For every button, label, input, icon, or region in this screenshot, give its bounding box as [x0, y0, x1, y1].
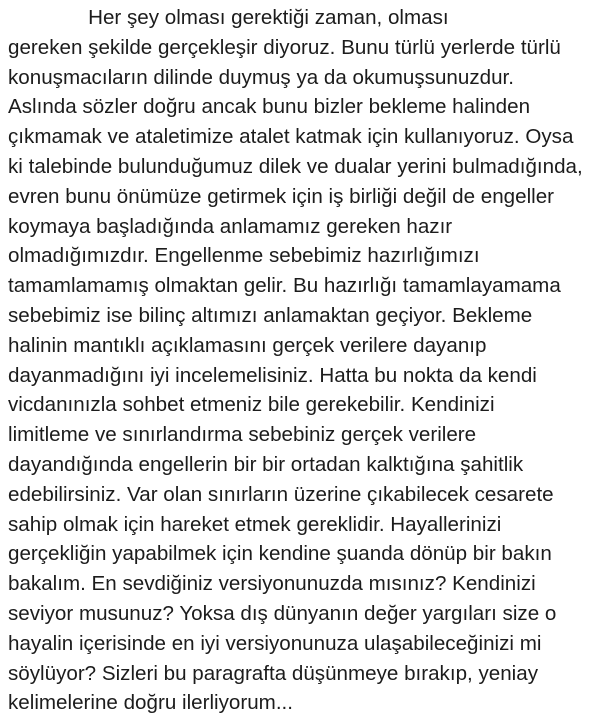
text-line: ki talebinde bulunduğumuz dilek ve dualar yerini bulmadığında, [8, 154, 583, 178]
text-line: evren bunu önümüze getirmek için iş birliği değil de engeller [8, 184, 555, 208]
text-line: tamamlamamış olmaktan gelir. Bu hazırlığı tamamlayamama [8, 274, 561, 298]
text-line: konuşmacıların dilinde duymuş ya da okumuşsunuzdur. [8, 65, 514, 89]
text-line: koymaya başladığında anlamamız gereken hazır [8, 214, 453, 238]
text-line: vicdanınızla sohbet etmeniz bile gerekebilir. Kendinizi [8, 393, 495, 417]
text-line: olmadığımızdır. Engellenme sebebimiz hazırlığımızı [8, 244, 480, 268]
text-line: sebebimiz ise bilinç altımızı anlamaktan geçiyor. Bekleme [8, 303, 533, 327]
text-line: edebilirsiniz. Var olan sınırların üzerine çıkabilecek cesarete [8, 482, 554, 506]
text-line: gereken şekilde gerçekleşir diyoruz. Bunu türlü yerlerde türlü [8, 35, 561, 59]
text-line: hayalin içerisinde en iyi versiyonunuza ulaşabileceğinizi mi [8, 631, 542, 655]
text-line: halinin mantıklı açıklamasını gerçek verilere dayanıp [8, 333, 487, 357]
text-line: gerçekliğin yapabilmek için kendine şuanda dönüp bir bakın [8, 542, 552, 566]
text-line: Aslında sözler doğru ancak bunu bizler bekleme halinden [8, 95, 531, 119]
text-line: dayanmadığını iyi incelemelisiniz. Hatta bu nokta da kendi [8, 363, 537, 387]
text-line: Her şey olması gerektiği zaman, olması [8, 6, 449, 29]
text-line: söylüyor? Sizleri bu paragrafta düşünmeye bırakıp, yeniay [8, 661, 538, 685]
text-line: çıkmamak ve ataletimize atalet katmak için kullanıyoruz. Oysa [8, 125, 574, 149]
text-line: seviyor musunuz? Yoksa dış dünyanın değer yargıları size o [8, 601, 557, 625]
text-line: kelimelerine doğru ilerliyorum... [8, 691, 293, 715]
text-line: bakalım. En sevdiğiniz versiyonunuzda mısınız? Kendinizi [8, 572, 536, 596]
text-line: limitleme ve sınırlandırma sebebiniz gerçek verilere [8, 423, 477, 447]
post-text-block [8, 3, 604, 718]
text-line: dayandığında engellerin bir bir ortadan kalktığına şahitlik [8, 452, 524, 476]
text-line: sahip olmak için hareket etmek gereklidir. Hayallerinizi [8, 512, 502, 536]
